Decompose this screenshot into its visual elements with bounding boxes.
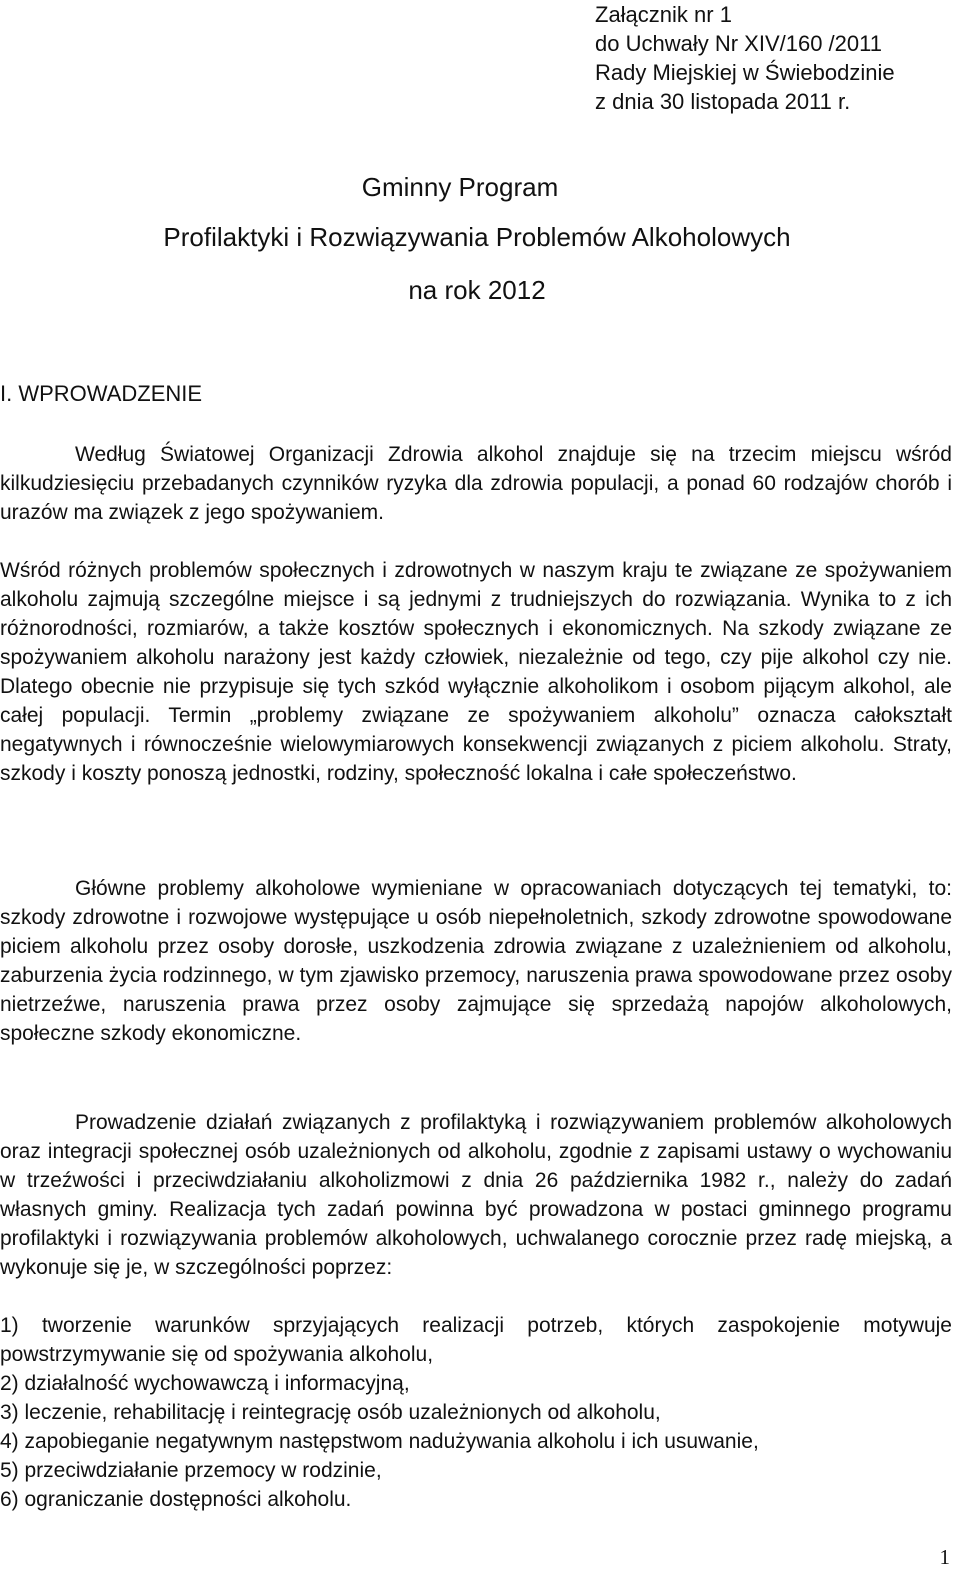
tasks-list bbox=[0, 1311, 952, 1514]
paragraph-text: Główne problemy alkoholowe wymieniane w opracowaniach dotyczących tej tematyki, to: szkody zdrowotne i rozwojowe występujące u osób niepełnoletnich, szkody zdrowotne spowodowane piciem alkoholu przez osoby dorosłe, uszkodzenia zdrowia związane z uzależnieniem od alkoholu, zaburzenia życia rodzinnego, w tym zjawisko przemocy, naruszenia prawa spowodowane przez osoby nietrzeźwe, naruszenia prawa przez osoby zajmujące się sprzedażą napojów alkoholowych, społeczne szkody ekonomiczne. bbox=[0, 877, 952, 1045]
paragraph-text: Według Światowej Organizacji Zdrowia alkohol znajduje się na trzecim miejscu wśród kilkudziesięciu przebadanych czynników ryzyka dla zdrowia populacji, a ponad 60 rodzajów chorób i urazów ma związek z jego spożywaniem. bbox=[0, 443, 952, 524]
council-name: Rady Miejskiej w Świebodzinie bbox=[595, 60, 895, 85]
list-item: 3) leczenie, rehabilitację i reintegrację osób uzależnionych od alkoholu, bbox=[0, 1401, 661, 1424]
page-number: 1 bbox=[939, 1545, 950, 1569]
list-item: 6) ograniczanie dostępności alkoholu. bbox=[0, 1488, 352, 1511]
section-heading: I. WPROWADZENIE bbox=[0, 381, 203, 406]
resolution-date: z dnia 30 listopada 2011 r. bbox=[595, 89, 851, 114]
list-item: 5) przeciwdziałanie przemocy w rodzinie, bbox=[0, 1459, 382, 1482]
document-title-line2: Profilaktyki i Rozwiązywania Problemów Alkoholowych bbox=[163, 222, 791, 252]
attachment-header bbox=[595, 0, 895, 116]
paragraph-text: Prowadzenie działań związanych z profilaktyką i rozwiązywaniem problemów alkoholowych oraz integracji społecznej osób uzależnionych od alkoholu, zgodnie z zapisami ustawy o wychowaniu w trzeźwości i przeciwdziałaniu alkoholizmowi z dnia 26 października 1982 r., należy do zadań własnych gminy. Realizacja tych zadań powinna być prowadzona w postaci gminnego programu profilaktyki i rozwiązywania problemów alkoholowych, uchwalanego corocznie przez radę miejską, a wykonuje się je, w szczególności poprzez: bbox=[0, 1111, 952, 1279]
list-item: 1) tworzenie warunków sprzyjających realizacji potrzeb, których zaspokojenie motywuje powstrzymywanie się od spożywania alkoholu, bbox=[0, 1314, 952, 1366]
paragraph-2 bbox=[0, 556, 952, 788]
paragraph-3 bbox=[0, 874, 952, 1048]
document-title-line3: na rok 2012 bbox=[408, 275, 546, 305]
list-item: 4) zapobieganie negatywnym następstwom nadużywania alkoholu i ich usuwanie, bbox=[0, 1430, 759, 1453]
paragraph-1 bbox=[0, 440, 952, 527]
paragraph-text: Wśród różnych problemów społecznych i zdrowotnych w naszym kraju te związane ze spożywaniem alkoholu zajmują szczególne miejsce i są jednymi z trudniejszych do rozwiązania. Wynika to z ich różnorodności, rozmiarów, a także kosztów społecznych i ekonomicznych. Na szkody związane ze spożywaniem alkoholu narażony jest każdy człowiek, niezależnie od tego, czy pije alkohol czy nie. Dlatego obecnie nie przypisuje się tych szkód wyłącznie alkoholikom i osobom pijącym alkohol, ale całej populacji. Termin „problemy związane ze spożywaniem alkoholu” oznacza całokształt negatywnych i równocześnie wielowymiarowych konsekwencji związanych z piciem alkoholu. Straty, szkody i koszty ponoszą jednostki, rodziny, społeczność lokalna i całe społeczeństwo. bbox=[0, 559, 952, 785]
attachment-number: Załącznik nr 1 bbox=[595, 2, 732, 27]
document-title-line1: Gminny Program bbox=[361, 172, 559, 202]
list-item: 2) działalność wychowawczą i informacyjną, bbox=[0, 1372, 410, 1395]
paragraph-4 bbox=[0, 1108, 952, 1282]
resolution-number: do Uchwały Nr XIV/160 /2011 bbox=[595, 31, 882, 56]
